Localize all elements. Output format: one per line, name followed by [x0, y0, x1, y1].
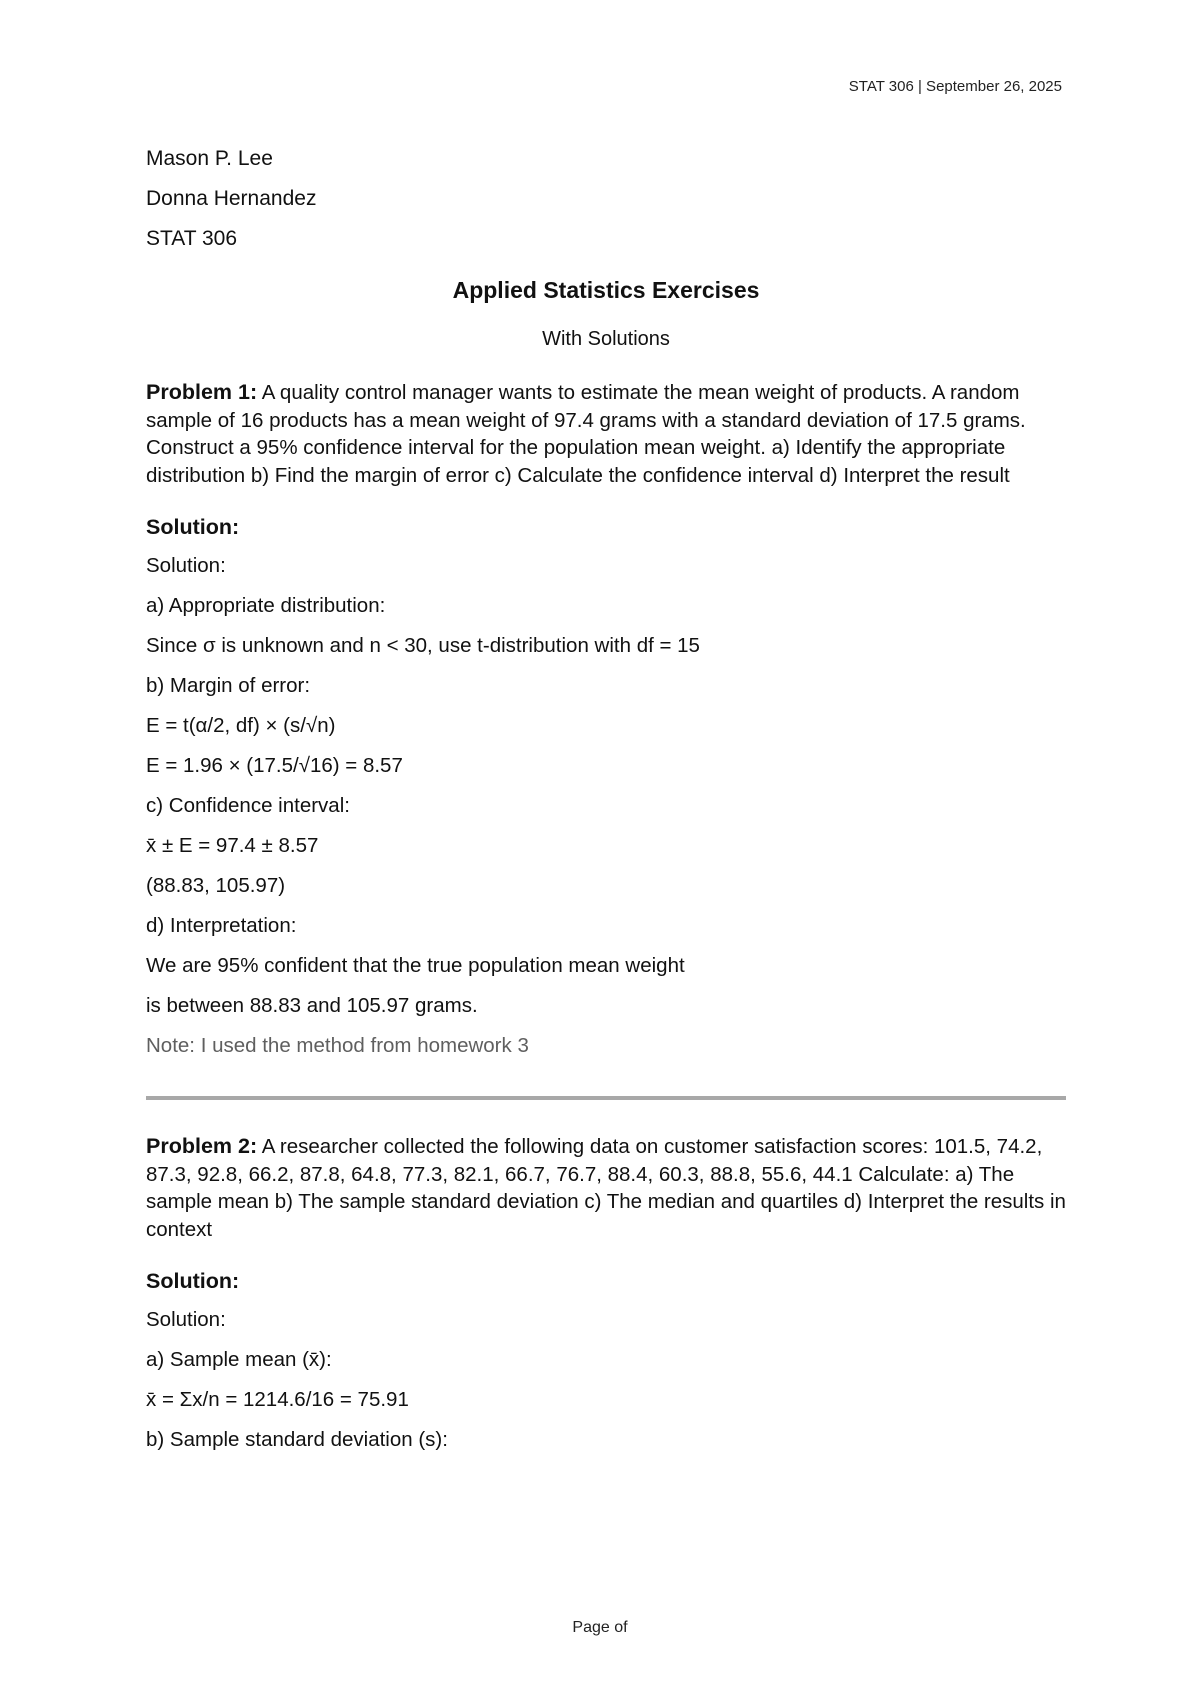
document-subtitle: With Solutions [542, 328, 670, 350]
problem-2-solution [146, 1306, 1066, 1454]
solution-line: a) Appropriate distribution: [146, 594, 386, 617]
solution-line: x̄ = Σx/n = 1214.6/16 = 75.91 [146, 1388, 409, 1411]
problem-1-label: Problem 1: [146, 380, 258, 404]
problem-2-text: A researcher collected the following data on customer satisfaction scores: 101.5, 74.2, 87.3, 92.8, 66.2, 87.8, 64.8, 77.3, 82.1, 66.7, 76.7, 88.4, 60.3, 88.8, 55.6, 44.1 Calculate: a) The sample mean b) The sample standard deviation c) The median and quartiles d) Interpret the results in context [146, 1135, 1066, 1241]
page-footer: Page of [572, 1619, 628, 1636]
student-name: Mason P. Lee [146, 147, 273, 170]
problem-1-text: A quality control manager wants to estimate the mean weight of products. A random sample of 16 products has a mean weight of 97.4 grams with a standard deviation of 17.5 grams. Construct a 95% confidence interval for the population mean weight. a) Identify the appropriate distribution b) Find the margin of error c) Calculate the confidence interval d) Interpret the result [146, 381, 1026, 487]
solution-line: is between 88.83 and 105.97 grams. [146, 994, 478, 1017]
solution-line: b) Margin of error: [146, 674, 311, 697]
problem-1-solution [146, 552, 1066, 1020]
solution-line: E = t(α/2, df) × (s/√n) [146, 714, 336, 737]
solution-line: Solution: [146, 554, 226, 577]
solution-line: Solution: [146, 1308, 226, 1331]
solution-line: a) Sample mean (x̄): [146, 1348, 332, 1371]
problem-1-note: Note: I used the method from homework 3 [146, 1034, 529, 1057]
course-name: STAT 306 [146, 227, 238, 250]
solution-line: x̄ ± E = 97.4 ± 8.57 [146, 834, 319, 857]
solution-line: b) Sample standard deviation (s): [146, 1428, 448, 1451]
solution-line: (88.83, 105.97) [146, 874, 286, 897]
problem-2-label: Problem 2: [146, 1134, 258, 1158]
document-title: Applied Statistics Exercises [452, 277, 760, 303]
problem-2-solution-heading: Solution: [146, 1269, 240, 1293]
solution-line: c) Confidence interval: [146, 794, 350, 817]
instructor-name: Donna Hernandez [146, 187, 317, 210]
problem-1-solution-heading: Solution: [146, 515, 240, 539]
document-body [146, 145, 1066, 1466]
solution-line: Since σ is unknown and n < 30, use t-distribution with df = 15 [146, 634, 700, 657]
solution-line: E = 1.96 × (17.5/√16) = 8.57 [146, 754, 403, 777]
problem-1-statement [146, 379, 1066, 489]
solution-line: d) Interpretation: [146, 914, 297, 937]
solution-line: We are 95% confident that the true population mean weight [146, 954, 685, 977]
problem-2-statement [146, 1133, 1066, 1243]
page-header: STAT 306 | September 26, 2025 [848, 78, 1062, 95]
